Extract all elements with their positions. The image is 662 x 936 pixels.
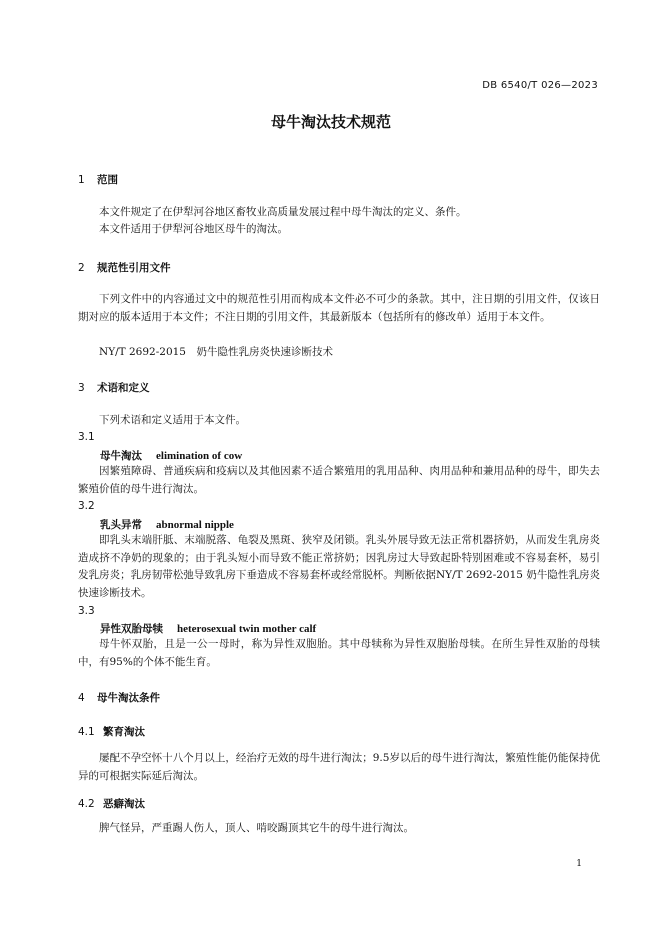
- term-definition: 因繁殖障碍、普通疾病和疫病以及其他因素不适合繁殖用的乳用品种、肉用品种和兼用品种的母牛，即失去繁殖价值的母牛进行淘汰。: [78, 465, 600, 495]
- section-2-heading: [78, 260, 171, 275]
- term-en: heterosexual twin mother calf: [177, 623, 317, 635]
- section-number: 2: [78, 262, 85, 274]
- subsection-4-2-heading: [78, 796, 145, 811]
- section-1-paragraph-1: 本文件规定了在伊犁河谷地区畜牧业高质量发展过程中母牛淘汰的定义、条件。: [99, 206, 467, 218]
- term-zh: 异性双胎母犊: [100, 623, 163, 635]
- term-en: abnormal nipple: [156, 519, 234, 531]
- section-4-heading: [78, 690, 160, 705]
- term-definition: 即乳头末端肝胝、末端脱落、龟裂及黑斑、狭窄及闭锁。乳头外展导致无法正常机器挤奶，从而发生乳房炎造成挤不净奶的现象的；由于乳头短小而导致不能正常挤奶；因乳房过大导致起卧特别困难或不容易套杯，易引发乳房炎；乳房韧带松弛导致乳房下垂造成不容易套杯或经常脱杯。判断依据NY/T 2692-2015 奶牛隐性乳房炎快速诊断技术。: [78, 534, 600, 599]
- term-heading: [100, 517, 234, 532]
- subsection-title: 恶癖淘汰: [103, 798, 145, 810]
- subsection-4-2-paragraph: 脾气怪异，严重踢人伤人，顶人、啃咬踢顶其它牛的母牛进行淘汰。: [99, 822, 414, 834]
- section-2-paragraph-1: 下列文件中的内容通过文中的规范性引用而构成本文件必不可少的条款。其中，注日期的引用文件，仅该日期对应的版本适用于本文件；不注日期的引用文件，其最新版本（包括所有的修改单）适用于本文件。: [78, 293, 600, 323]
- subsection-4-1-heading: [78, 724, 145, 739]
- subsection-number: 4.1: [78, 726, 95, 738]
- section-3-intro: 下列术语和定义适用于本文件。: [99, 414, 246, 426]
- term-definition: 母牛怀双胎，且是一公一母时，称为异性双胞胎。其中母犊称为异性双胞胎母犊。在所生异性双胎的母犊中，有95%的个体不能生育。: [78, 638, 600, 668]
- document-code: DB 6540/T 026—2023: [482, 80, 598, 91]
- term-number: 3.3: [78, 605, 95, 617]
- section-1-heading: [78, 172, 118, 187]
- term-en: elimination of cow: [156, 450, 243, 462]
- section-title: 母牛淘汰条件: [97, 692, 160, 704]
- section-number: 3: [78, 382, 85, 394]
- term-heading: [100, 621, 316, 636]
- section-number: 4: [78, 692, 85, 704]
- term-number: 3.2: [78, 500, 95, 512]
- term-zh: 母牛淘汰: [100, 450, 142, 462]
- document-title: 母牛淘汰技术规范: [270, 113, 391, 131]
- term-heading: [100, 448, 242, 463]
- section-title: 规范性引用文件: [97, 262, 171, 274]
- section-title: 术语和定义: [97, 382, 150, 394]
- subsection-title: 繁育淘汰: [103, 726, 145, 738]
- page-number: 1: [576, 859, 582, 869]
- section-1-paragraph-2: 本文件适用于伊犁河谷地区母牛的淘汰。: [99, 223, 288, 235]
- subsection-number: 4.2: [78, 798, 95, 810]
- term-zh: 乳头异常: [100, 519, 142, 531]
- term-number: 3.1: [78, 431, 95, 443]
- section-title: 范围: [97, 174, 118, 186]
- section-number: 1: [78, 174, 85, 186]
- section-3-heading: [78, 380, 150, 395]
- section-2-reference: NY/T 2692-2015 奶牛隐性乳房炎快速诊断技术: [99, 346, 333, 358]
- subsection-4-1-paragraph: 屡配不孕空怀十八个月以上，经治疗无效的母牛进行淘汰；9.5岁以后的母牛进行淘汰，繁殖性能仍能保持优异的可根据实际延后淘汰。: [78, 752, 600, 782]
